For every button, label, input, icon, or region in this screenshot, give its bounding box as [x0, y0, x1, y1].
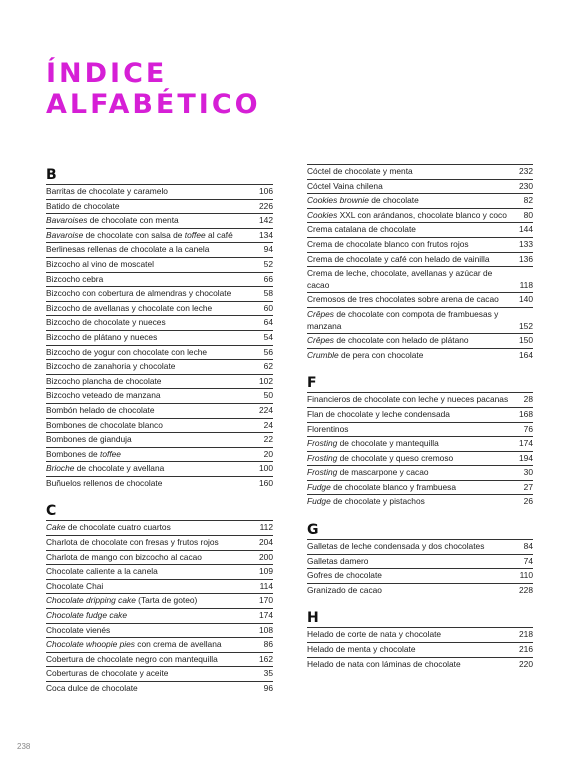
entry-title-part: Bizcocho de avellanas y chocolate con leche: [46, 302, 213, 313]
entry-title-part: de chocolate cuatro cuartos: [65, 522, 171, 533]
entry-title-part: Gofres de chocolate: [307, 570, 382, 581]
index-entry: [307, 333, 533, 348]
entry-title-part: Bavaroise: [46, 229, 84, 240]
entry-title: [307, 239, 519, 251]
index-entry: [46, 184, 273, 199]
entry-title-part: toffee: [100, 448, 121, 459]
entry-page: 168: [519, 408, 533, 419]
entry-page: 80: [523, 209, 533, 220]
entry-page: 28: [523, 394, 533, 405]
entry-title: [46, 420, 264, 432]
index-entry: [46, 418, 273, 433]
entry-title: [46, 259, 264, 271]
entry-title-part: Galletas de leche condensada y dos chocolates: [307, 541, 485, 552]
entry-title: [46, 244, 264, 256]
entry-title-part: Chocolate vienés: [46, 624, 111, 635]
index-entry: [307, 642, 533, 657]
entry-title: [46, 537, 259, 549]
entry-title: [46, 186, 259, 198]
index-entry: [46, 447, 273, 462]
entry-title-part: Frosting: [307, 452, 338, 463]
entry-title: [307, 453, 519, 465]
entry-title: [46, 463, 259, 475]
index-entry: [307, 193, 533, 208]
entry-title: [307, 350, 519, 362]
entry-page: 22: [263, 434, 273, 445]
index-entry: [307, 266, 533, 292]
entry-title-part: de chocolate con menta: [87, 215, 179, 226]
index-section: [307, 519, 533, 597]
entry-title: [46, 639, 264, 651]
entry-title-part: Cóctel de chocolate y menta: [307, 166, 413, 176]
entry-title-part: Bombón helado de chocolate: [46, 404, 155, 415]
entry-title-part: Bavaroises: [46, 215, 88, 226]
entry-title-part: Crema de leche, chocolate, avellanas y azúcar de cacao: [307, 268, 493, 290]
section-letter: B: [46, 167, 57, 183]
index-entry: [46, 286, 273, 301]
entry-title: [46, 288, 264, 300]
index-entry: [46, 550, 273, 565]
entry-title: [46, 303, 264, 315]
entry-page: 216: [519, 644, 533, 655]
entry-title: [307, 467, 524, 479]
index-entry: [46, 403, 273, 418]
index-entry: [307, 392, 533, 407]
entry-title-part: Bizcocho de zanahoria y chocolate: [46, 361, 176, 372]
entry-page: 56: [263, 346, 273, 357]
entry-page: 228: [519, 584, 533, 595]
index-entry: [46, 637, 273, 652]
index-section: [46, 164, 273, 490]
index-entry: [46, 564, 273, 579]
entry-title-part: Galletas damero: [307, 555, 369, 566]
index-entry: [46, 579, 273, 594]
entry-title-part: Frosting: [307, 438, 338, 449]
entry-page: 164: [519, 349, 533, 360]
index-section: [307, 372, 533, 509]
entry-page: 60: [263, 302, 273, 313]
entry-page: 174: [519, 438, 533, 449]
index-entry: [307, 583, 533, 598]
index-column-left: [46, 164, 273, 706]
index-entry: [307, 422, 533, 437]
entry-title: [307, 629, 519, 641]
index-entry: [46, 374, 273, 389]
entry-page: 200: [259, 551, 273, 562]
entry-title-part: Bizcocho veteado de manzana: [46, 390, 161, 401]
entry-page: 66: [263, 273, 273, 284]
entry-title-part: Chocolate whoopie pies: [46, 639, 135, 650]
entry-title-part: Chocolate Chai: [46, 580, 104, 591]
entry-title-part: toffee: [184, 229, 206, 240]
entry-title-part: de chocolate con salsa de: [83, 229, 185, 240]
entry-page: 160: [259, 477, 273, 488]
entry-title: [46, 230, 259, 242]
entry-title: [307, 181, 519, 193]
entry-page: 230: [519, 180, 533, 191]
entry-page: 100: [259, 463, 273, 474]
entry-title: [46, 434, 264, 446]
entry-page: 140: [519, 294, 533, 305]
entry-page: 150: [519, 335, 533, 346]
entry-title: [46, 361, 264, 373]
entry-page: 220: [519, 658, 533, 669]
entry-page: 218: [519, 629, 533, 640]
index-entry: [46, 330, 273, 345]
entry-page: 170: [259, 595, 273, 606]
entry-title-part: Bizcocho plancha de chocolate: [46, 375, 162, 386]
entry-title: [46, 215, 259, 227]
entry-title: [307, 644, 519, 656]
entry-title-part: con crema de avellana: [134, 639, 222, 650]
entry-title-part: Bizcocho al vino de moscatel: [46, 258, 154, 269]
entry-title-part: Crema de chocolate y café con helado de vainilla: [307, 253, 490, 264]
entry-title-part: Cake: [46, 522, 66, 533]
entry-title: [46, 654, 259, 666]
entry-title: [46, 317, 264, 329]
index-entry: [46, 228, 273, 243]
index-entry: [46, 476, 273, 491]
entry-title-part: Cookies: [307, 209, 338, 220]
entry-title-part: Helado de menta y chocolate: [307, 644, 416, 655]
entry-title: [307, 541, 524, 553]
entry-page: 54: [263, 331, 273, 342]
entry-title-part: Florentinos: [307, 423, 349, 434]
entry-title: [46, 566, 259, 578]
entry-title-part: de chocolate y avellana: [74, 463, 165, 474]
entry-title-part: Crêpes: [307, 308, 334, 319]
entry-page: 144: [519, 224, 533, 235]
entry-title: [46, 522, 260, 534]
entry-title: [307, 294, 519, 306]
entry-page: 204: [259, 537, 273, 548]
section-letter: C: [46, 503, 57, 520]
entry-title-part: Helado de corte de nata y chocolate: [307, 629, 442, 640]
entry-title: [307, 556, 524, 568]
entry-title-part: Bizcocho con cobertura de almendras y chocolate: [46, 288, 232, 299]
index-entry: [307, 539, 533, 554]
entry-title: [307, 570, 520, 582]
entry-page: 118: [519, 279, 533, 290]
entry-page: 194: [519, 452, 533, 463]
entry-page: 134: [259, 229, 273, 240]
index-entry: [307, 307, 533, 333]
index-entry: [46, 242, 273, 257]
entry-title: [307, 268, 520, 291]
entry-title: [307, 496, 524, 508]
index-entry: [307, 451, 533, 466]
entry-title-part: Bombones de gianduja: [46, 434, 132, 445]
index-entry: [46, 461, 273, 476]
entry-page: 142: [259, 215, 273, 226]
entry-title-part: Bizcocho de yogur con chocolate con leche: [46, 346, 208, 357]
section-letter: G: [307, 522, 319, 539]
index-entry: [46, 301, 273, 316]
entry-title-part: de chocolate con helado de plátano: [334, 335, 469, 346]
entry-title-part: al café: [205, 229, 233, 240]
index-entry: [307, 480, 533, 495]
entry-page: 133: [519, 238, 533, 249]
entry-title-part: Chocolate dripping cake: [46, 595, 136, 606]
entry-title-part: Chocolate fudge cake: [46, 610, 128, 621]
index-entry: [307, 494, 533, 509]
entry-page: 162: [259, 653, 273, 664]
entry-title: [46, 683, 264, 695]
entry-page: 30: [523, 467, 533, 478]
entry-page: 35: [263, 668, 273, 679]
entry-title: [46, 332, 264, 344]
entry-page: 96: [263, 683, 273, 693]
entry-title-part: Crêpes: [307, 335, 334, 346]
entry-title-part: de pera con chocolate: [338, 349, 424, 360]
entry-title: [307, 195, 524, 207]
index-entry: [46, 432, 273, 447]
page-number: 238: [17, 742, 31, 751]
entry-title: [46, 449, 264, 461]
entry-title-part: de chocolate y queso cremoso: [337, 452, 454, 463]
entry-title: [307, 482, 524, 494]
entry-title-part: Fudge: [307, 481, 331, 492]
entry-title: [46, 581, 260, 593]
index-section: [307, 607, 533, 671]
index-entry: [307, 436, 533, 451]
entry-title: [46, 552, 259, 564]
index-entry: [46, 593, 273, 608]
index-entry: [46, 535, 273, 550]
index-entry: [307, 292, 533, 307]
entry-title: [46, 347, 264, 359]
index-entry: [307, 568, 533, 583]
index-entry: [46, 520, 273, 535]
entry-title: [307, 224, 519, 236]
entry-title: [307, 166, 519, 178]
entry-title: [307, 210, 524, 222]
index-entry: [307, 222, 533, 237]
index-entry: [46, 388, 273, 403]
entry-page: 27: [523, 481, 533, 492]
index-entry: [307, 252, 533, 267]
entry-title: [46, 376, 259, 388]
entry-title-part: Bombones de: [46, 448, 101, 459]
entry-title-part: Crema de chocolate blanco con frutos rojos: [307, 238, 469, 249]
index-entry: [307, 348, 533, 363]
entry-title: [46, 625, 259, 637]
entry-page: 114: [259, 580, 273, 591]
index-entry: [307, 164, 533, 179]
entry-page: 76: [523, 423, 533, 434]
title-line-1: ÍNDICE: [46, 58, 168, 89]
entry-title: [307, 335, 519, 347]
entry-page: 74: [523, 555, 533, 566]
section-letter: H: [307, 610, 319, 627]
index-entry: [307, 407, 533, 422]
entry-title-part: Granizado de cacao: [307, 584, 382, 595]
entry-title: [46, 201, 259, 213]
index-entry: [307, 554, 533, 569]
entry-title-part: Cobertura de chocolate negro con mantequilla: [46, 653, 218, 664]
entry-title-part: Helado de nata con láminas de chocolate: [307, 658, 461, 669]
index-entry: [46, 257, 273, 272]
entry-title: [307, 438, 519, 450]
entry-title-part: Brioche: [46, 463, 75, 474]
entry-title-part: Cookies brownie: [307, 195, 369, 206]
entry-page: 84: [523, 541, 533, 552]
entry-title-part: (Tarta de goteo): [135, 595, 198, 606]
entry-page: 102: [259, 375, 273, 386]
entry-title-part: de mascarpone y cacao: [337, 467, 429, 478]
entry-title-part: Financieros de chocolate con leche y nueces pacanas: [307, 394, 509, 405]
index-entry: [46, 652, 273, 667]
index-entry: [46, 666, 273, 681]
entry-title-part: de chocolate con compota de frambuesas y manzana: [307, 308, 499, 331]
entry-page: 26: [523, 496, 533, 507]
entry-title-part: Batido de chocolate: [46, 200, 120, 211]
index-section: [307, 164, 533, 362]
entry-page: 174: [259, 610, 273, 621]
entry-title-part: Fudge: [307, 496, 331, 507]
index-entry: [46, 345, 273, 360]
entry-page: 24: [263, 419, 273, 430]
entry-title-part: Charlota de mango con bizcocho al cacao: [46, 551, 202, 562]
entry-page: 86: [263, 639, 273, 650]
index-entry: [46, 315, 273, 330]
index-section: [46, 500, 273, 695]
entry-page: 226: [259, 200, 273, 211]
entry-page: 50: [263, 390, 273, 401]
entry-title: [307, 424, 524, 436]
entry-title: [46, 390, 264, 402]
entry-title-part: Charlota de chocolate con fresas y frutos rojos: [46, 537, 219, 548]
entry-page: 152: [519, 320, 533, 331]
entry-page: 106: [259, 186, 273, 196]
entry-page: 108: [259, 624, 273, 635]
entry-page: 20: [263, 448, 273, 459]
entry-title-part: Crumble: [307, 349, 339, 360]
entry-title-part: Cóctel Vaina chilena: [307, 180, 383, 191]
section-letter: F: [307, 375, 317, 392]
index-entry: [46, 623, 273, 638]
entry-page: 94: [263, 244, 273, 255]
entry-title-part: Chocolate caliente a la canela: [46, 566, 158, 577]
index-entry: [46, 213, 273, 228]
index-entry: [307, 627, 533, 642]
entry-title-part: Barritas de chocolate y caramelo: [46, 186, 168, 196]
entry-title: [46, 668, 264, 680]
index-entry: [307, 237, 533, 252]
entry-title: [46, 478, 259, 490]
entry-title-part: Bizcocho de plátano y nueces: [46, 331, 158, 342]
entry-page: 52: [263, 258, 273, 269]
index-entry: [307, 179, 533, 194]
entry-title: [307, 409, 519, 421]
entry-title: [307, 309, 519, 332]
entry-title: [307, 659, 519, 671]
entry-page: 109: [259, 566, 273, 577]
entry-title-part: Bizcocho cebra: [46, 273, 104, 284]
entry-title: [46, 274, 264, 286]
entry-title: [46, 405, 259, 417]
entry-title-part: de chocolate y mantequilla: [337, 438, 439, 449]
entry-page: 58: [263, 288, 273, 299]
index-entry: [46, 681, 273, 696]
entry-title-part: Coberturas de chocolate y aceite: [46, 668, 169, 679]
entry-page: 82: [523, 195, 533, 206]
entry-page: 62: [263, 361, 273, 372]
entry-title-part: Crema catalana de chocolate: [307, 224, 416, 235]
entry-title-part: Bizcocho de chocolate y nueces: [46, 317, 166, 328]
entry-title: [307, 254, 519, 266]
entry-page: 112: [259, 522, 273, 533]
entry-page: 232: [519, 166, 533, 176]
entry-title-part: Bombones de chocolate blanco: [46, 419, 163, 430]
index-entry: [46, 199, 273, 214]
entry-title-part: Buñuelos rellenos de chocolate: [46, 477, 163, 488]
index-entry: [307, 465, 533, 480]
entry-title-part: Cremosos de tres chocolates sobre arena de cacao: [307, 294, 499, 305]
entry-page: 64: [263, 317, 273, 328]
entry-title-part: Flan de chocolate y leche condensada: [307, 408, 450, 419]
entry-title-part: Frosting: [307, 467, 338, 478]
entry-page: 224: [259, 404, 273, 415]
title-line-2: ALFABÉTICO: [46, 89, 261, 120]
index-entry: [307, 657, 533, 672]
entry-title-part: de chocolate blanco y frambuesa: [330, 481, 456, 492]
index-entry: [307, 208, 533, 223]
entry-page: 136: [519, 253, 533, 264]
entry-title-part: de chocolate: [368, 195, 419, 206]
index-entry: [46, 608, 273, 623]
index-column-right: [307, 164, 533, 681]
entry-title: [307, 394, 524, 406]
entry-title: [46, 595, 259, 607]
entry-title-part: XXL con arándanos, chocolate blanco y coco: [337, 209, 507, 220]
entry-title-part: Coca dulce de chocolate: [46, 683, 138, 693]
entry-title-part: Berlinesas rellenas de chocolate a la canela: [46, 244, 210, 255]
entry-title: [46, 610, 259, 622]
index-entry: [46, 272, 273, 287]
entry-title-part: de chocolate y pistachos: [330, 496, 425, 507]
entry-title: [307, 585, 519, 597]
entry-page: 110: [519, 570, 533, 581]
page-title: [46, 58, 261, 120]
index-entry: [46, 359, 273, 374]
